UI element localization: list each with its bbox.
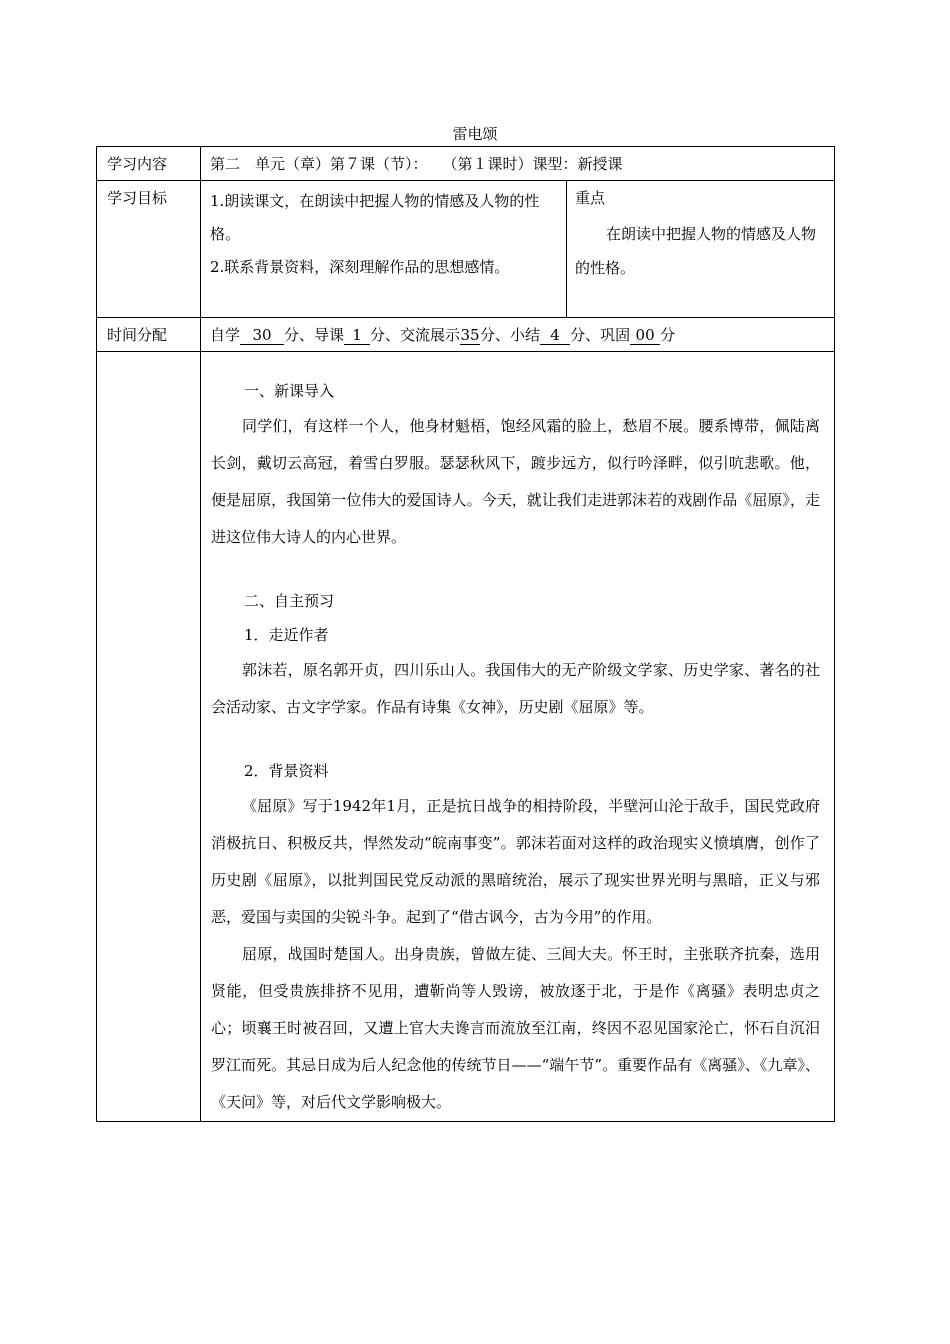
time-consolidate-label: 分、巩固: [570, 326, 631, 344]
row-study-content: [97, 147, 835, 181]
time-consolidate-value: 00: [630, 326, 660, 345]
time-self-study-value: 30: [240, 326, 284, 345]
goal-2: 2.联系背景资料，深刻理解作品的思想感情。: [210, 258, 510, 276]
row-study-goals: [97, 181, 835, 318]
paragraph-intro: 同学们，有这样一个人，他身材魁梧，饱经风霜的脸上，愁眉不展。腰系博带，佩陆离长剑，戴切云高冠，着雪白罗服。瑟瑟秋风下，踱步远方，似行吟泽畔，似引吭悲歌。他，便是屈原，我国第一位伟大的爱国诗人。今天，就让我们走进郭沫若的戏剧作品《屈原》，走进这位伟大诗人的内心世界。: [211, 417, 821, 546]
row-time-allocation: [97, 318, 835, 352]
time-exchange-label: 分、交流展示: [370, 326, 461, 344]
section-heading-preview: 二、自主预习: [244, 592, 335, 610]
paragraph-background: 《屈原》写于1942年1月，正是抗日战争的相持阶段，半壁河山沦于敌手，国民党政府消极抗日、积极反共，悍然发动“皖南事变”。郭沫若面对这样的政治现实义愤填膺，创作了历史剧《屈原》，以批判国民党反动派的黑暗统治，展示了现实世界光明与黑暗，正义与邪恶，爱国与卖国的尖锐斗争。起到了“借古讽今，古为今用”的作用。: [211, 797, 821, 926]
label-study-goals: 学习目标: [97, 181, 201, 318]
document-title: 雷电颂: [452, 125, 498, 143]
time-self-study-label: 自学: [210, 326, 241, 344]
key-point-text: 在朗读中把握人物的情感及人物的性格。: [575, 225, 817, 277]
goals-cell: [201, 181, 567, 318]
time-intro-label: 分、导课: [284, 326, 345, 344]
time-summary-value: 4: [540, 326, 570, 345]
key-point-cell: [567, 181, 835, 318]
empty-left-cell: [97, 352, 201, 1122]
study-content-value: 第二 单元（章）第７课（节）： （第１课时）课型：新授课: [201, 147, 835, 181]
label-study-content: 学习内容: [97, 147, 201, 181]
lesson-body-cell: [201, 352, 835, 1122]
subheading-background: 2．背景资料: [244, 762, 329, 780]
paragraph-qu-yuan: 屈原，战国时楚国人。出身贵族，曾做左徒、三闾大夫。怀王时，主张联齐抗秦，选用贤能，但受贵族排挤不见用，遭靳尚等人毁谤，被放逐于北，于是作《离骚》表明忠贞之心；顷襄王时被召回，又遭上官大夫谗言而流放至江南，终因不忍见国家沦亡，怀石自沉汨罗江而死。其忌日成为后人纪念他的传统节日——“端午节”。重要作品有《离骚》、《九章》、《天问》等，对后代文学影响极大。: [211, 945, 821, 1111]
label-time-allocation: 时间分配: [97, 318, 201, 352]
time-intro-value: 1: [344, 326, 370, 345]
time-allocation-value: [201, 318, 835, 352]
time-unit-suffix: 分: [660, 326, 676, 344]
section-heading-new-lesson: 一、新课导入: [244, 382, 335, 400]
lesson-plan-table: [96, 146, 835, 1122]
subheading-author: 1．走近作者: [244, 626, 329, 644]
paragraph-author: 郭沫若，原名郭开贞，四川乐山人。我国伟大的无产阶级文学家、历史学家、著名的社会活动家、古文字学家。作品有诗集《女神》，历史剧《屈原》等。: [211, 661, 821, 716]
key-point-heading: 重点: [575, 189, 606, 207]
row-lesson-body: [97, 352, 835, 1122]
goal-1: 1.朗读课文，在朗读中把握人物的情感及人物的性格。: [210, 192, 540, 243]
time-summary-label: 分、小结: [480, 326, 541, 344]
time-exchange-value: 35: [460, 326, 480, 344]
